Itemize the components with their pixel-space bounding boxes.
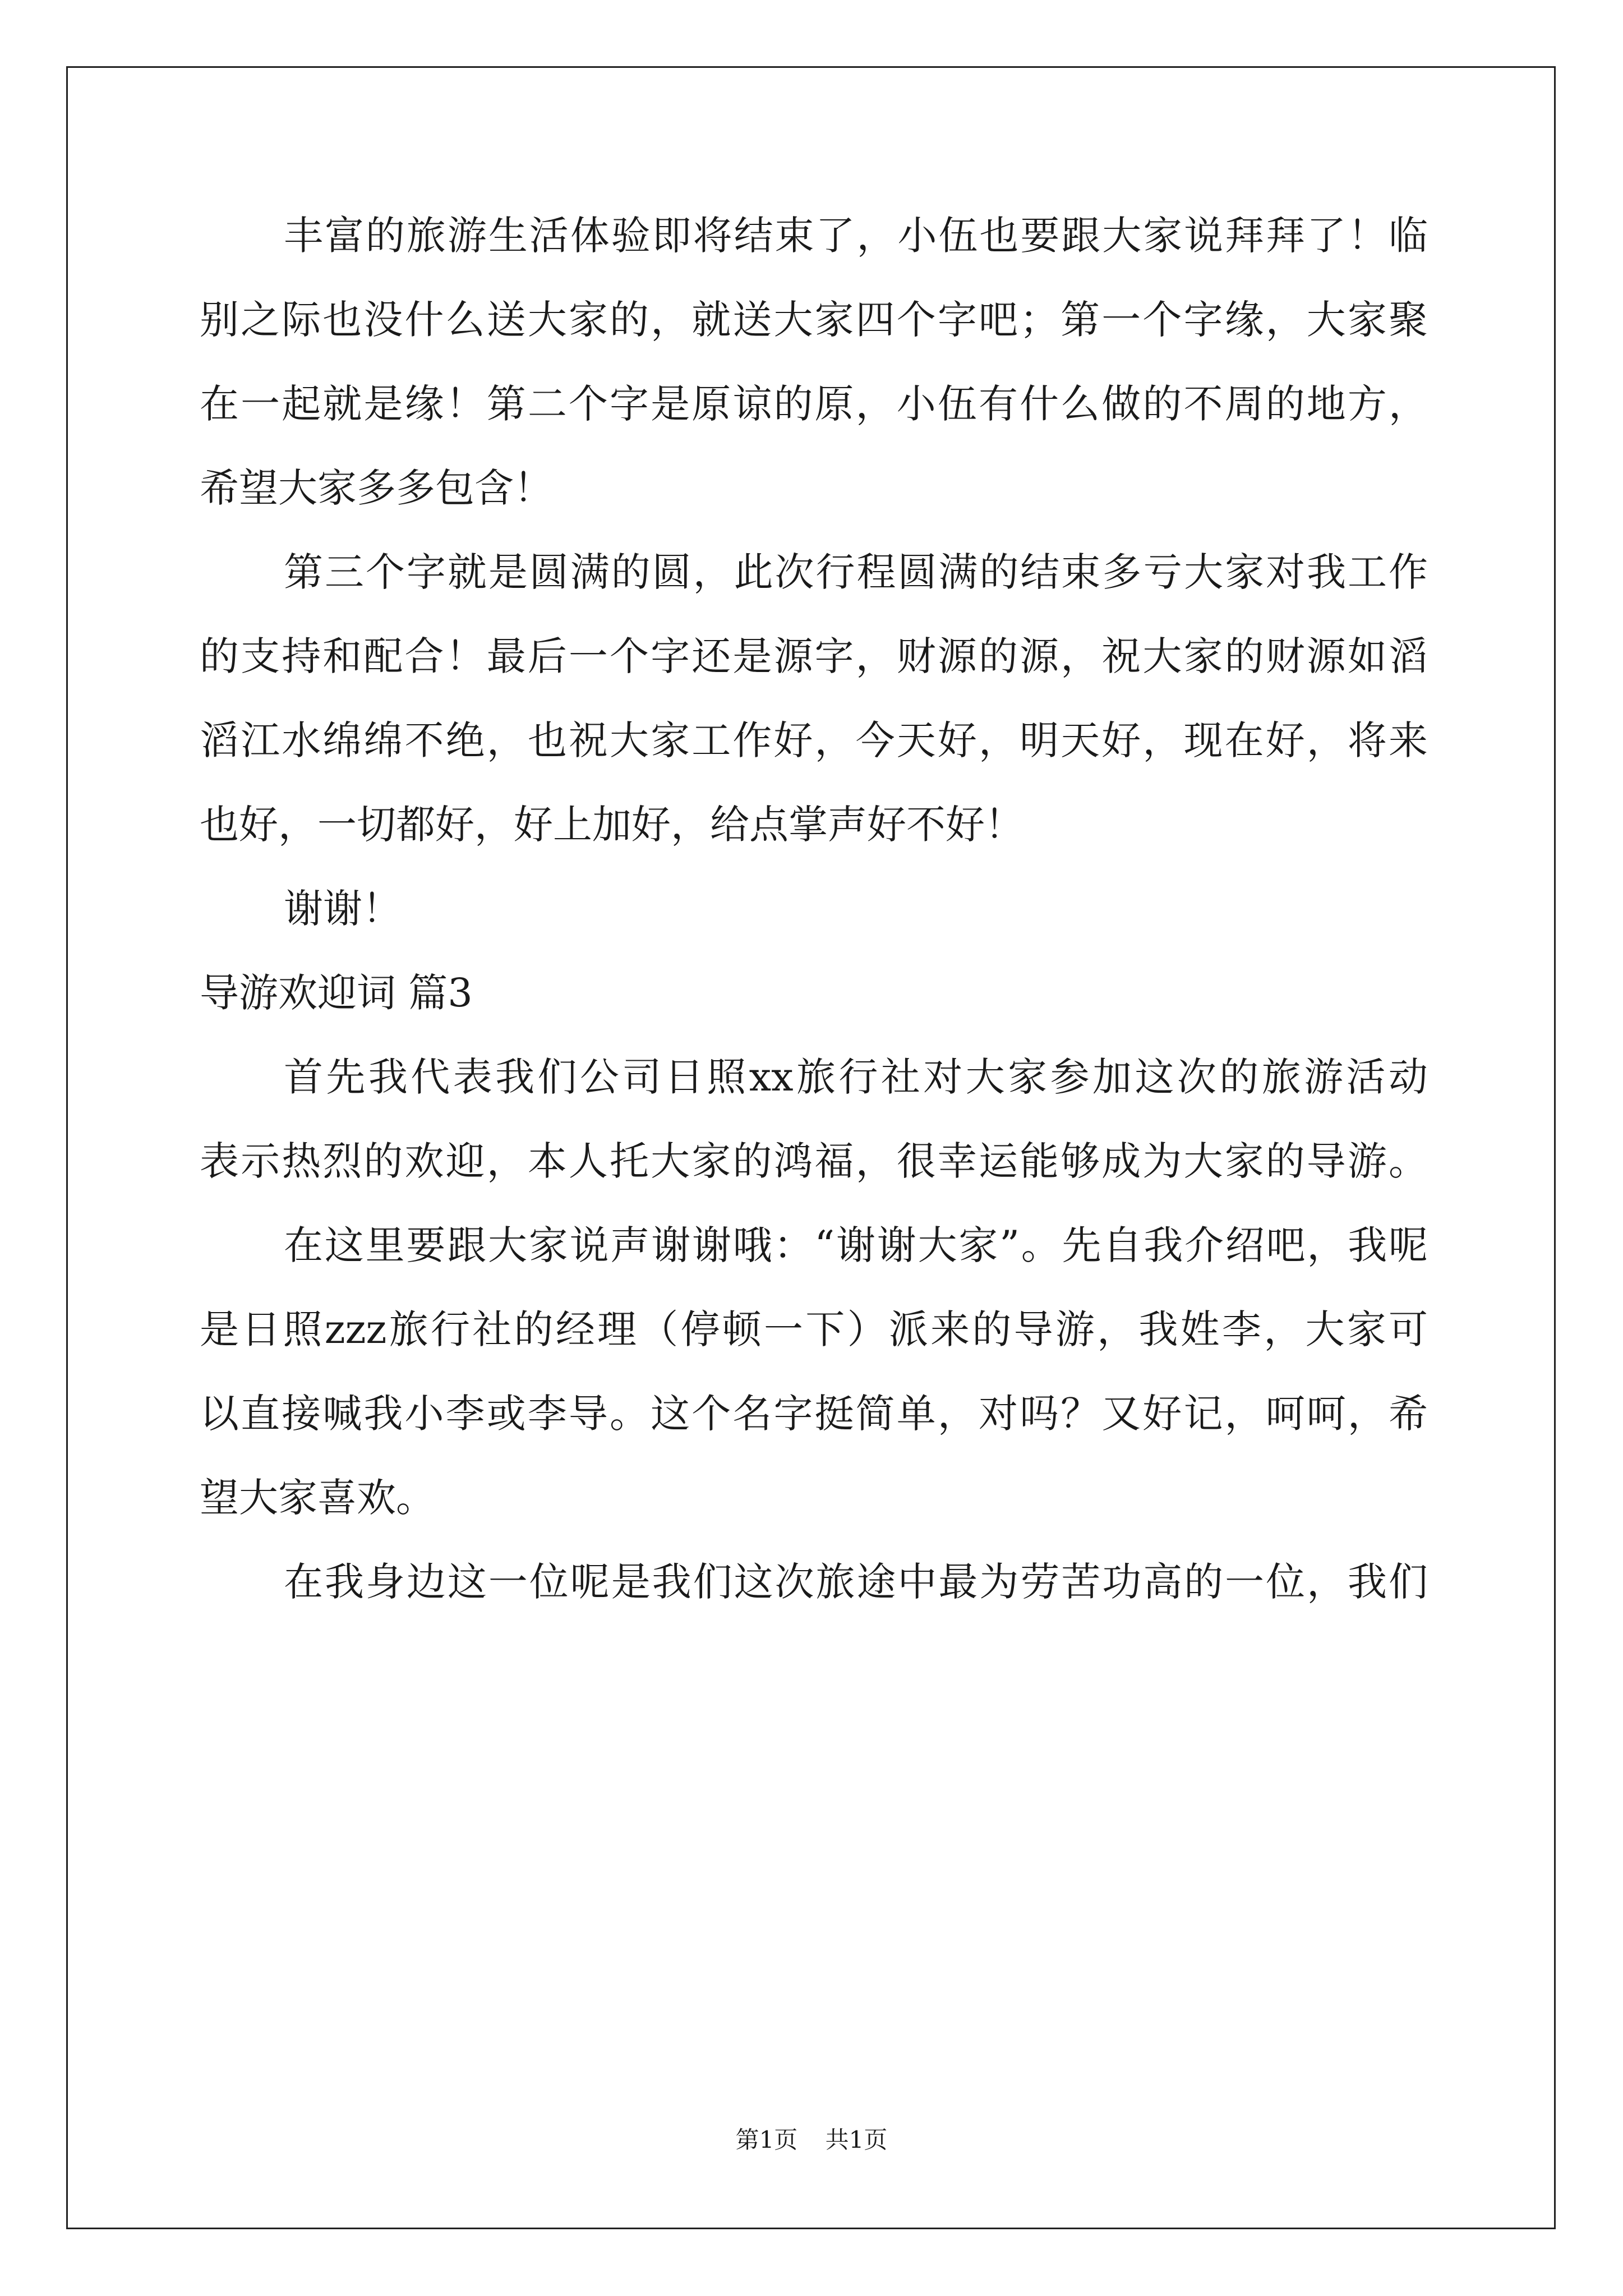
paragraph-1-line-3: 在一起就是缘！第二个字是原谅的原，小伍有什么做的不周的地方， [200, 381, 1428, 427]
paragraph-5-line-1: 在这里要跟大家说声谢谢哦：“谢谢大家”。先自我介绍吧，我呢 [284, 1222, 1428, 1268]
page-number-total: 共1页 [825, 2126, 888, 2154]
paragraph-1-line-1: 丰富的旅游生活体验即将结束了，小伍也要跟大家说拜拜了！临 [284, 213, 1428, 259]
paragraph-1-line-4: 希望大家多多包含！ [200, 465, 553, 511]
paragraph-4-line-1: 首先我代表我们公司日照xx旅行社对大家参加这次的旅游活动 [284, 1054, 1428, 1100]
paragraph-2-line-2: 的支持和配合！最后一个字还是源字，财源的源，祝大家的财源如滔 [200, 633, 1428, 679]
section-heading: 导游欢迎词 篇3 [200, 970, 473, 1016]
paragraph-6-line-1: 在我身边这一位呢是我们这次旅途中最为劳苦功高的一位，我们 [284, 1559, 1428, 1605]
page-number-current: 第1页 [735, 2126, 798, 2154]
paragraph-5-line-4: 望大家喜欢。 [200, 1475, 435, 1521]
paragraph-1-line-2: 别之际也没什么送大家的，就送大家四个字吧；第一个字缘，大家聚 [200, 297, 1428, 343]
paragraph-2-line-1: 第三个字就是圆满的圆，此次行程圆满的结束多亏大家对我工作 [284, 549, 1428, 595]
paragraph-4-line-2: 表示热烈的欢迎，本人托大家的鸿福，很幸运能够成为大家的导游。 [200, 1138, 1428, 1184]
paragraph-3-line-1: 谢谢！ [284, 886, 402, 932]
paragraph-2-line-4: 也好，一切都好，好上加好，给点掌声好不好！ [200, 802, 1024, 848]
paragraph-2-line-3: 滔江水绵绵不绝，也祝大家工作好，今天好，明天好，现在好，将来 [200, 717, 1428, 763]
paragraph-5-line-2: 是日照zzz旅行社的经理（停顿一下）派来的导游，我姓李，大家可 [200, 1306, 1428, 1352]
paragraph-5-line-3: 以直接喊我小李或李导。这个名字挺简单，对吗？又好记，呵呵，希 [200, 1391, 1428, 1437]
page-footer [0, 2123, 1623, 2157]
